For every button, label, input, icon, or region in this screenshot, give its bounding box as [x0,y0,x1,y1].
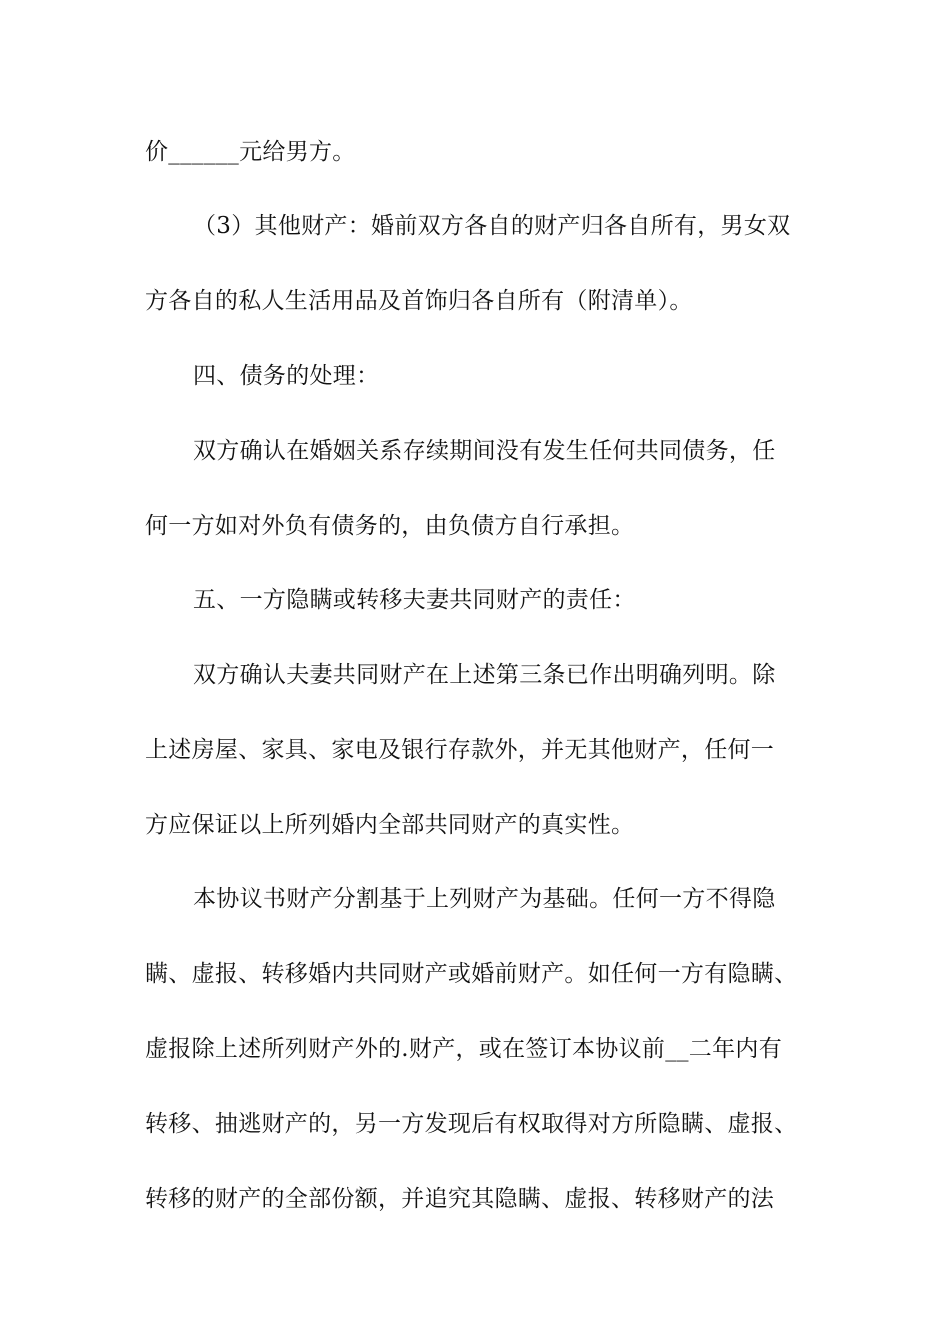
text-line-2: （3）其他财产：婚前双方各自的财产归各自所有，男女双 [193,213,791,239]
text-line-13: 虚报除上述所列财产外的.财产，或在签订本协议前__二年内有 [145,1036,783,1062]
text-line-15: 转移的财产的全部份额，并追究其隐瞒、虚报、转移财产的法 [145,1186,775,1212]
text-line-5: 双方确认在婚姻关系存续期间没有发生任何共同债务，任 [193,438,776,464]
section-heading-debts: 四、债务的处理： [193,363,380,389]
text-line-3: 方各自的私人生活用品及首饰归各自所有（附清单）。 [145,288,693,314]
text-line-12: 瞒、虚报、转移婚内共同财产或婚前财产。如任何一方有隐瞒、 [145,961,798,987]
section-heading-concealment: 五、一方隐瞒或转移夫妻共同财产的责任： [193,587,636,613]
text-line-11: 本协议书财产分割基于上列财产为基础。任何一方不得隐 [193,886,776,912]
text-line-6: 何一方如对外负有债务的，由负债方自行承担。 [145,513,635,539]
text-line-8: 双方确认夫妻共同财产在上述第三条已作出明确列明。除 [193,662,776,688]
text-line-10: 方应保证以上所列婚内全部共同财产的真实性。 [145,812,635,838]
text-line-1: 价______元给男方。 [145,139,356,165]
text-line-14: 转移、抽逃财产的，另一方发现后有权取得对方所隐瞒、虚报、 [145,1111,798,1137]
text-line-9: 上述房屋、家具、家电及银行存款外，并无其他财产，任何一 [145,737,775,763]
